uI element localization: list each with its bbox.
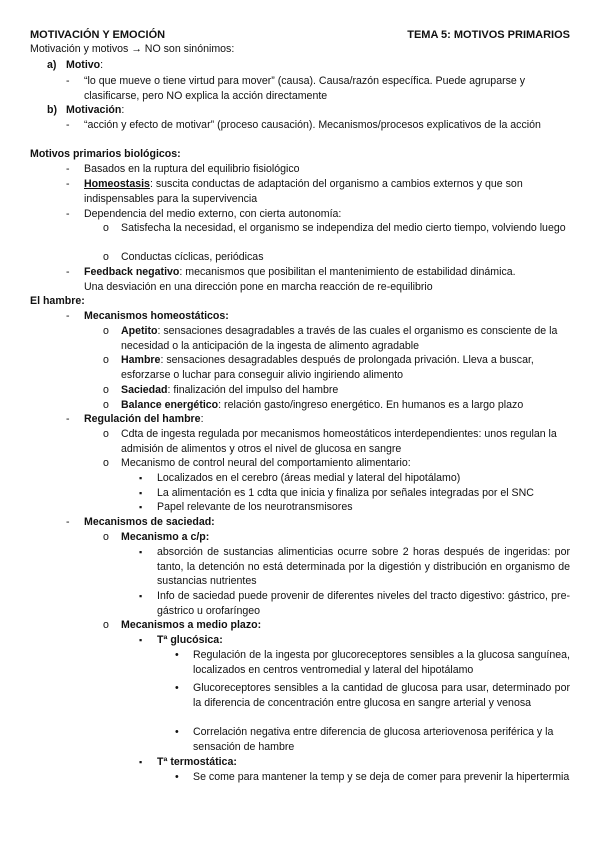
square-bullet: ▪ (139, 591, 143, 601)
corto-plazo-item: absorción de sustancias alimenticias ocurre sobre 2 horas después de ingeridas: por tanto, la detención no está determinada por la digestión y distribución en organismo de sustancias nutrientes (157, 546, 570, 588)
list-marker-a: a) (47, 59, 57, 71)
square-bullet: ▪ (139, 635, 143, 645)
glucosica-title: Tª glucósica: (157, 634, 223, 646)
dash-bullet: - (66, 178, 70, 190)
regulacion-item: Cdta de ingesta regulada por mecanismos homeostáticos interdependientes: unos regulan la admisión de alimentos y otros el nivel de glucosa en sangre (121, 428, 557, 455)
medio-plazo-title: Mecanismos a medio plazo: (121, 619, 262, 631)
dash-bullet: - (66, 163, 70, 175)
motivo-definition: “lo que mueve o tiene virtud para mover” (causa). Causa/razón específica. Puede agruparse y clasificarse, pero NO explica la acción directamente (84, 75, 526, 102)
motivacion-definition: “acción y efecto de motivar” (proceso causación). Mecanismos/procesos explicativos de la acción (84, 119, 541, 131)
primarios-item-homeostasis: Homeostasis: suscita conductas de adaptación del organismo a cambios externos y que son indispensables para la supervivencia (84, 178, 523, 205)
circle-bullet: o (103, 619, 109, 631)
circle-bullet: o (103, 354, 109, 366)
motivo-heading: Motivo: (66, 59, 104, 71)
primarios-item: Dependencia del medio externo, con cierta autonomía: (84, 208, 342, 220)
termostatica-item: Se come para mantener la temp y se deja de comer para prevenir la hipertermia (193, 771, 570, 783)
hambre-item: Hambre: sensaciones desagradables después de prolongada privación. Lleva a buscar, esforzarse o luchar para conseguir alivio ingiriendo alimento (121, 354, 534, 381)
primarios-item: Basados en la ruptura del equilibrio fisiológico (84, 163, 300, 175)
list-marker-b: b) (47, 104, 57, 116)
square-bullet: ▪ (139, 473, 143, 483)
motivacion-heading: Motivación: (66, 104, 125, 116)
saciedad-item: Saciedad: finalización del impulso del hambre (121, 384, 339, 396)
primarios-subitem: Conductas cíclicas, periódicas (121, 251, 264, 263)
header-left: MOTIVACIÓN Y EMOCIÓN (30, 29, 166, 41)
circle-bullet: o (103, 384, 109, 396)
balance-item: Balance energético: relación gasto/ingreso energético. En humanos es a largo plazo (121, 399, 524, 411)
motivo-term: Motivo (66, 59, 101, 71)
dash-bullet: - (66, 75, 70, 87)
dash-bullet: - (66, 413, 70, 425)
corto-plazo-item: Info de saciedad puede provenir de diferentes niveles del tracto digestivo: gástrico, pre-gástrico u orofaríngeo (157, 590, 570, 617)
primarios-item-feedback-cont: Una desviación en una dirección pone en marcha reacción de re-equilibrio (84, 281, 433, 293)
square-bullet: ▪ (139, 547, 143, 557)
section-title-hambre: El hambre: (30, 295, 85, 307)
dash-bullet: - (66, 516, 70, 528)
circle-bullet: o (103, 428, 109, 440)
dash-bullet: - (66, 119, 70, 131)
header-right: TEMA 5: MOTIVOS PRIMARIOS (407, 29, 570, 41)
section-title-primarios: Motivos primarios biológicos: (30, 148, 181, 160)
homeostaticos-title: Mecanismos homeostáticos: (84, 310, 229, 322)
glucosica-item: Regulación de la ingesta por glucoreceptores sensibles a la glucosa sanguínea, localizados en centros ventromedial y lateral del hipotálamo (193, 649, 570, 676)
dash-bullet: - (66, 208, 70, 220)
dash-bullet: - (66, 266, 70, 278)
dash-bullet: - (66, 310, 70, 322)
primarios-subitem: Satisfecha la necesidad, el organismo se independiza del medio cierto tiempo, volviendo luego (121, 222, 566, 234)
primarios-item-feedback: Feedback negativo: mecanismos que posibilitan el mantenimiento de estabilidad dinámica. (84, 266, 516, 278)
square-bullet: ▪ (139, 502, 143, 512)
regulacion-subitem: Localizados en el cerebro (áreas medial y lateral del hipotálamo) (157, 472, 461, 484)
intro-line: Motivación y motivos → NO son sinónimos: (30, 43, 235, 55)
regulacion-subitem: La alimentación es 1 cdta que inicia y finaliza por señales integradas por el SNC (157, 487, 534, 499)
glucosica-item: Glucoreceptores sensibles a la cantidad de glucosa para usar, determinado por la diferencia de concentración entre glucosa en sangre arterial y venosa (193, 682, 570, 709)
saciedad-mecanismos-title: Mecanismos de saciedad: (84, 516, 215, 528)
square-bullet: ▪ (139, 488, 143, 498)
circle-bullet: o (103, 222, 109, 234)
regulacion-item: Mecanismo de control neural del comportamiento alimentario: (121, 457, 411, 469)
circle-bullet: o (103, 399, 109, 411)
corto-plazo-title: Mecanismo a c/p: (121, 531, 210, 543)
circle-bullet: o (103, 531, 109, 543)
apetito-item: Apetito: sensaciones desagradables a través de las cuales el organismo es consciente de la necesidad o la anticipación de la ingesta de alimento agradable (121, 325, 558, 352)
dot-bullet: • (175, 771, 179, 783)
regulacion-subitem: Papel relevante de los neurotransmisores (157, 501, 353, 513)
motivacion-term: Motivación (66, 104, 122, 116)
glucosica-item: Correlación negativa entre diferencia de glucosa arteriovenosa periférica y la sensación de hambre (193, 726, 554, 753)
regulacion-title: Regulación del hambre: (84, 413, 204, 425)
dot-bullet: • (175, 649, 179, 661)
circle-bullet: o (103, 251, 109, 263)
termostatica-title: Tª termostática: (157, 756, 237, 768)
dot-bullet: • (175, 682, 179, 694)
circle-bullet: o (103, 325, 109, 337)
circle-bullet: o (103, 457, 109, 469)
square-bullet: ▪ (139, 757, 143, 767)
dot-bullet: • (175, 726, 179, 738)
